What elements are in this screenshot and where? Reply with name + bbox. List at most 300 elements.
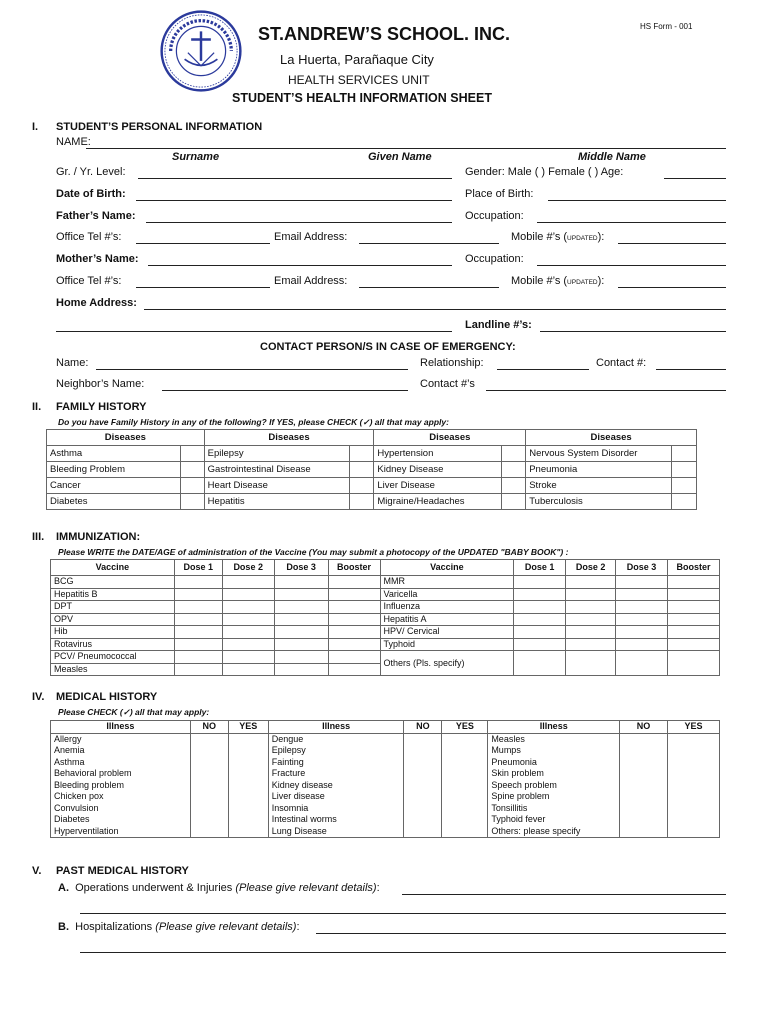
column-header: Dose 3: [274, 560, 328, 576]
disease-cell: Epilepsy: [204, 446, 350, 462]
yes-checkbox[interactable]: [668, 826, 720, 838]
section-family-history: II. FAMILY HISTORY: [32, 401, 147, 413]
dose-cell[interactable]: [514, 638, 566, 651]
yes-checkbox[interactable]: [668, 768, 720, 780]
illness-name: Insomnia: [268, 803, 404, 815]
illness-name: Intestinal worms: [268, 814, 404, 826]
dose-cell[interactable]: [667, 613, 719, 626]
dose-cell[interactable]: [274, 576, 328, 589]
column-header: Diseases: [47, 430, 205, 446]
dose-cell[interactable]: [566, 613, 616, 626]
column-header: Illness: [488, 721, 620, 734]
illness-name: Pneumonia: [488, 757, 620, 769]
gender-age-label: Gender: Male ( ) Female ( ) Age:: [465, 166, 624, 178]
table-row: [51, 745, 720, 757]
section-personal-info: I. STUDENT’S PERSONAL INFORMATION: [32, 121, 263, 133]
yes-checkbox[interactable]: [442, 803, 488, 815]
immunization-instructions: Please WRITE the DATE/AGE of administration of the Vaccine (You may submit a photocopy of the UPDATED "BABY BOOK") :: [58, 547, 569, 557]
dose-cell[interactable]: [222, 626, 274, 639]
vaccine-name: BCG: [51, 576, 175, 589]
hospitalizations-field-2[interactable]: [80, 952, 726, 953]
dose-cell[interactable]: [667, 626, 719, 639]
dose-cell[interactable]: [514, 613, 566, 626]
father-occupation-label: Occupation:: [465, 210, 524, 222]
column-header: Diseases: [204, 430, 374, 446]
dose-cell[interactable]: [328, 638, 380, 651]
dose-cell[interactable]: [514, 576, 566, 589]
illness-name: Allergy: [51, 733, 191, 745]
no-checkbox[interactable]: [620, 745, 668, 757]
dose-cell[interactable]: [616, 613, 668, 626]
dose-cell[interactable]: [566, 588, 616, 601]
operations-field[interactable]: [402, 894, 726, 895]
vaccine-name: OPV: [51, 613, 175, 626]
name-label: NAME:: [56, 136, 91, 148]
form-title: STUDENT’S HEALTH INFORMATION SHEET: [232, 91, 492, 105]
no-checkbox[interactable]: [190, 733, 228, 745]
disease-cell: Migraine/Headaches: [374, 494, 502, 510]
dose-cell[interactable]: [616, 576, 668, 589]
no-checkbox[interactable]: [620, 780, 668, 792]
column-header: NO: [620, 721, 668, 734]
disease-cell: Nervous System Disorder: [526, 446, 672, 462]
yes-checkbox[interactable]: [668, 745, 720, 757]
check-cell[interactable]: [502, 494, 526, 510]
dose-cell[interactable]: [616, 626, 668, 639]
table-row: [51, 601, 720, 614]
check-cell[interactable]: [502, 478, 526, 494]
check-cell[interactable]: [180, 494, 204, 510]
no-checkbox[interactable]: [404, 757, 442, 769]
dose-cell[interactable]: [174, 626, 222, 639]
dose-cell[interactable]: [174, 613, 222, 626]
illness-name: Hyperventilation: [51, 826, 191, 838]
unit-name: HEALTH SERVICES UNIT: [288, 73, 430, 87]
grade-field[interactable]: [138, 178, 452, 179]
dose-cell[interactable]: [616, 638, 668, 651]
no-checkbox[interactable]: [404, 733, 442, 745]
disease-cell: Hepatitis: [204, 494, 350, 510]
check-cell[interactable]: [671, 462, 696, 478]
vaccine-name: Measles: [51, 663, 175, 676]
check-cell[interactable]: [502, 462, 526, 478]
father-email-field[interactable]: [359, 243, 499, 244]
yes-checkbox[interactable]: [668, 803, 720, 815]
dose-cell[interactable]: [328, 663, 380, 676]
dose-cell[interactable]: [566, 601, 616, 614]
column-header: Vaccine: [380, 560, 514, 576]
vaccine-name: DPT: [51, 601, 175, 614]
form-number: HS Form - 001: [640, 22, 693, 31]
no-checkbox[interactable]: [190, 814, 228, 826]
emergency-name-field[interactable]: [96, 369, 408, 370]
dose-cell[interactable]: [667, 638, 719, 651]
check-cell[interactable]: [502, 446, 526, 462]
yes-checkbox[interactable]: [442, 826, 488, 838]
mother-office-tel-label: Office Tel #’s:: [56, 275, 122, 287]
landline-field[interactable]: [540, 331, 726, 332]
yes-checkbox[interactable]: [228, 791, 268, 803]
age-field[interactable]: [664, 178, 726, 179]
dose-cell[interactable]: [566, 576, 616, 589]
illness-name: Behavioral problem: [51, 768, 191, 780]
yes-checkbox[interactable]: [668, 733, 720, 745]
disease-cell: Stroke: [526, 478, 672, 494]
dose-cell[interactable]: [566, 651, 616, 676]
dose-cell[interactable]: [328, 588, 380, 601]
illness-name: Diabetes: [51, 814, 191, 826]
check-cell[interactable]: [671, 446, 696, 462]
dose-cell[interactable]: [274, 638, 328, 651]
table-header-row: [47, 430, 697, 446]
yes-checkbox[interactable]: [228, 780, 268, 792]
table-row: [47, 446, 697, 462]
no-checkbox[interactable]: [620, 814, 668, 826]
vaccine-name: Hepatitis B: [51, 588, 175, 601]
table-row: [51, 651, 720, 664]
column-header: Diseases: [526, 430, 697, 446]
column-header: Dose 1: [514, 560, 566, 576]
yes-checkbox[interactable]: [442, 757, 488, 769]
school-name: ST.ANDREW’S SCHOOL. INC.: [258, 24, 511, 44]
section-immunization: III. IMMUNIZATION:: [32, 531, 141, 543]
column-header: Dose 3: [616, 560, 668, 576]
mother-office-tel-field[interactable]: [136, 287, 270, 288]
dose-cell[interactable]: [566, 638, 616, 651]
no-checkbox[interactable]: [404, 826, 442, 838]
yes-checkbox[interactable]: [442, 768, 488, 780]
dob-label: Date of Birth:: [56, 188, 126, 200]
illness-name: Spine problem: [488, 791, 620, 803]
no-checkbox[interactable]: [190, 826, 228, 838]
neighbor-contact-field[interactable]: [486, 390, 726, 391]
table-row: [51, 826, 720, 838]
father-label: Father’s Name:: [56, 210, 136, 222]
disease-cell: Heart Disease: [204, 478, 350, 494]
section-medical-history: IV. MEDICAL HISTORY: [32, 691, 158, 703]
vaccine-name: PCV/ Pneumococcal: [51, 651, 175, 664]
yes-checkbox[interactable]: [228, 745, 268, 757]
no-checkbox[interactable]: [620, 791, 668, 803]
column-header: Dose 1: [174, 560, 222, 576]
no-checkbox[interactable]: [620, 768, 668, 780]
check-cell[interactable]: [180, 478, 204, 494]
yes-checkbox[interactable]: [228, 757, 268, 769]
vaccine-name: HPV/ Cervical: [380, 626, 514, 639]
mother-field[interactable]: [148, 265, 452, 266]
dose-cell[interactable]: [174, 638, 222, 651]
no-checkbox[interactable]: [404, 791, 442, 803]
vaccine-name: Rotavirus: [51, 638, 175, 651]
dose-cell[interactable]: [514, 588, 566, 601]
check-cell[interactable]: [671, 478, 696, 494]
dose-cell[interactable]: [328, 613, 380, 626]
relationship-field[interactable]: [497, 369, 589, 370]
illness-name: Others: please specify: [488, 826, 620, 838]
yes-checkbox[interactable]: [442, 780, 488, 792]
father-email-label: Email Address:: [274, 231, 348, 243]
father-office-tel-field[interactable]: [136, 243, 270, 244]
check-cell[interactable]: [671, 494, 696, 510]
table-header-row: [51, 721, 720, 734]
disease-cell: Asthma: [47, 446, 181, 462]
illness-name: Anemia: [51, 745, 191, 757]
dose-cell[interactable]: [274, 663, 328, 676]
dose-cell[interactable]: [222, 588, 274, 601]
dose-cell[interactable]: [274, 588, 328, 601]
column-header: YES: [228, 721, 268, 734]
mother-email-field[interactable]: [359, 287, 499, 288]
check-cell[interactable]: [350, 494, 374, 510]
yes-checkbox[interactable]: [442, 791, 488, 803]
illness-name: Typhoid fever: [488, 814, 620, 826]
disease-cell: Liver Disease: [374, 478, 502, 494]
illness-name: Lung Disease: [268, 826, 404, 838]
dose-cell[interactable]: [222, 663, 274, 676]
mother-mobile-label: Mobile #’s (UPDATED):: [511, 275, 605, 287]
illness-name: Fracture: [268, 768, 404, 780]
no-checkbox[interactable]: [190, 757, 228, 769]
check-cell[interactable]: [350, 478, 374, 494]
no-checkbox[interactable]: [620, 826, 668, 838]
dose-cell[interactable]: [174, 601, 222, 614]
column-header: NO: [190, 721, 228, 734]
dose-cell[interactable]: [667, 651, 719, 676]
dose-cell[interactable]: [328, 576, 380, 589]
dose-cell[interactable]: [222, 651, 274, 664]
dose-cell[interactable]: [174, 663, 222, 676]
vaccine-name: Typhoid: [380, 638, 514, 651]
no-checkbox[interactable]: [404, 814, 442, 826]
dose-cell[interactable]: [274, 651, 328, 664]
pob-field[interactable]: [548, 200, 726, 201]
no-checkbox[interactable]: [620, 803, 668, 815]
medical-history-table: [50, 720, 720, 838]
table-row: [51, 588, 720, 601]
section-past-medical-history: V. PAST MEDICAL HISTORY: [32, 865, 189, 877]
dose-cell[interactable]: [174, 651, 222, 664]
disease-cell: Bleeding Problem: [47, 462, 181, 478]
table-row: [51, 576, 720, 589]
check-cell[interactable]: [350, 462, 374, 478]
illness-name: Fainting: [268, 757, 404, 769]
family-history-instructions: Do you have Family History in any of the following? If YES, please CHECK (✓) all that may apply:: [58, 417, 449, 427]
column-header: Dose 2: [222, 560, 274, 576]
operations-field-2[interactable]: [80, 913, 726, 914]
illness-name: Asthma: [51, 757, 191, 769]
dose-cell[interactable]: [667, 576, 719, 589]
operations-label: A. Operations underwent & Injuries (Please give relevant details):: [58, 882, 380, 894]
illness-name: Bleeding problem: [51, 780, 191, 792]
yes-checkbox[interactable]: [668, 814, 720, 826]
dose-cell[interactable]: [328, 626, 380, 639]
table-row: [51, 733, 720, 745]
disease-cell: Gastrointestinal Disease: [204, 462, 350, 478]
table-row: [47, 462, 697, 478]
yes-checkbox[interactable]: [442, 733, 488, 745]
dose-cell[interactable]: [222, 638, 274, 651]
given-name-caption: Given Name: [368, 151, 432, 163]
disease-cell: Hypertension: [374, 446, 502, 462]
dose-cell[interactable]: [514, 651, 566, 676]
neighbor-label: Neighbor’s Name:: [56, 378, 145, 390]
dose-cell[interactable]: [514, 601, 566, 614]
illness-name: Measles: [488, 733, 620, 745]
yes-checkbox[interactable]: [668, 791, 720, 803]
illness-name: Convulsion: [51, 803, 191, 815]
family-history-table: [46, 429, 697, 510]
mother-mobile-field[interactable]: [618, 287, 726, 288]
table-row: [51, 814, 720, 826]
check-cell[interactable]: [350, 446, 374, 462]
dose-cell[interactable]: [667, 588, 719, 601]
illness-name: Chicken pox: [51, 791, 191, 803]
home-address-field-2[interactable]: [56, 331, 452, 332]
dose-cell[interactable]: [616, 651, 668, 676]
table-row: [51, 803, 720, 815]
table-row: [47, 494, 697, 510]
table-row: [47, 478, 697, 494]
column-header: Diseases: [374, 430, 526, 446]
no-checkbox[interactable]: [404, 780, 442, 792]
father-field[interactable]: [146, 222, 452, 223]
column-header: Booster: [667, 560, 719, 576]
table-row: [51, 613, 720, 626]
father-mobile-field[interactable]: [618, 243, 726, 244]
contact-no-field[interactable]: [656, 369, 726, 370]
dose-cell[interactable]: [222, 613, 274, 626]
pob-label: Place of Birth:: [465, 188, 534, 200]
column-header: Vaccine: [51, 560, 175, 576]
landline-label: Landline #’s:: [465, 319, 532, 331]
dob-field[interactable]: [136, 200, 452, 201]
dose-cell[interactable]: [274, 613, 328, 626]
dose-cell[interactable]: [174, 588, 222, 601]
mother-label: Mother’s Name:: [56, 253, 139, 265]
yes-checkbox[interactable]: [668, 780, 720, 792]
vaccine-name: Hepatitis A: [380, 613, 514, 626]
yes-checkbox[interactable]: [228, 733, 268, 745]
father-mobile-label: Mobile #’s (UPDATED):: [511, 231, 605, 243]
column-header: Booster: [328, 560, 380, 576]
yes-checkbox[interactable]: [442, 745, 488, 757]
dose-cell[interactable]: [566, 626, 616, 639]
father-occupation-field[interactable]: [537, 222, 726, 223]
table-row: [51, 757, 720, 769]
vaccine-name: Others (Pls. specify): [380, 651, 514, 676]
table-row: [51, 791, 720, 803]
illness-name: Speech problem: [488, 780, 620, 792]
grade-label: Gr. / Yr. Level:: [56, 166, 126, 178]
column-header: Dose 2: [566, 560, 616, 576]
contact-no-label: Contact #:: [596, 357, 647, 369]
middle-name-caption: Middle Name: [578, 151, 646, 163]
home-address-field[interactable]: [144, 309, 726, 310]
no-checkbox[interactable]: [190, 791, 228, 803]
illness-name: Kidney disease: [268, 780, 404, 792]
no-checkbox[interactable]: [620, 757, 668, 769]
column-header: Illness: [268, 721, 404, 734]
table-row: [51, 638, 720, 651]
table-row: [51, 626, 720, 639]
no-checkbox[interactable]: [190, 768, 228, 780]
vaccine-name: Influenza: [380, 601, 514, 614]
table-row: [51, 780, 720, 792]
column-header: NO: [404, 721, 442, 734]
immunization-table: [50, 559, 720, 676]
no-checkbox[interactable]: [190, 803, 228, 815]
dose-cell[interactable]: [328, 601, 380, 614]
dose-cell[interactable]: [274, 601, 328, 614]
illness-name: Mumps: [488, 745, 620, 757]
column-header: YES: [668, 721, 720, 734]
mother-occupation-field[interactable]: [537, 265, 726, 266]
dose-cell[interactable]: [514, 626, 566, 639]
dose-cell[interactable]: [616, 601, 668, 614]
column-header: Illness: [51, 721, 191, 734]
dose-cell[interactable]: [328, 651, 380, 664]
yes-checkbox[interactable]: [668, 757, 720, 769]
yes-checkbox[interactable]: [228, 814, 268, 826]
home-address-label: Home Address:: [56, 297, 137, 309]
dose-cell[interactable]: [274, 626, 328, 639]
check-cell[interactable]: [180, 446, 204, 462]
surname-caption: Surname: [172, 151, 220, 163]
disease-cell: Kidney Disease: [374, 462, 502, 478]
disease-cell: Diabetes: [47, 494, 181, 510]
yes-checkbox[interactable]: [442, 814, 488, 826]
hospitalizations-label: B. Hospitalizations (Please give relevant details):: [58, 921, 300, 933]
school-seal-logo: [160, 10, 242, 92]
illness-name: Tonsillitis: [488, 803, 620, 815]
dose-cell[interactable]: [174, 576, 222, 589]
medical-history-instructions: Please CHECK (✓) all that may apply:: [58, 707, 210, 717]
dose-cell[interactable]: [667, 601, 719, 614]
no-checkbox[interactable]: [190, 780, 228, 792]
name-field[interactable]: [86, 148, 726, 149]
check-cell[interactable]: [180, 462, 204, 478]
neighbor-field[interactable]: [162, 390, 408, 391]
no-checkbox[interactable]: [620, 733, 668, 745]
disease-cell: Pneumonia: [526, 462, 672, 478]
illness-name: Skin problem: [488, 768, 620, 780]
table-row: [51, 768, 720, 780]
disease-cell: Tuberculosis: [526, 494, 672, 510]
hospitalizations-field[interactable]: [316, 933, 726, 934]
no-checkbox[interactable]: [190, 745, 228, 757]
illness-name: Liver disease: [268, 791, 404, 803]
no-checkbox[interactable]: [404, 803, 442, 815]
yes-checkbox[interactable]: [228, 803, 268, 815]
no-checkbox[interactable]: [404, 745, 442, 757]
yes-checkbox[interactable]: [228, 768, 268, 780]
no-checkbox[interactable]: [404, 768, 442, 780]
table-header-row: [51, 560, 720, 576]
yes-checkbox[interactable]: [228, 826, 268, 838]
vaccine-name: MMR: [380, 576, 514, 589]
school-address: La Huerta, Parañaque City: [280, 52, 434, 67]
dose-cell[interactable]: [616, 588, 668, 601]
column-header: YES: [442, 721, 488, 734]
illness-name: Dengue: [268, 733, 404, 745]
dose-cell[interactable]: [222, 576, 274, 589]
illness-name: Epilepsy: [268, 745, 404, 757]
vaccine-name: Varicella: [380, 588, 514, 601]
father-office-tel-label: Office Tel #’s:: [56, 231, 122, 243]
vaccine-name: Hib: [51, 626, 175, 639]
emergency-contact-title: CONTACT PERSON/S IN CASE OF EMERGENCY:: [260, 341, 516, 353]
dose-cell[interactable]: [222, 601, 274, 614]
